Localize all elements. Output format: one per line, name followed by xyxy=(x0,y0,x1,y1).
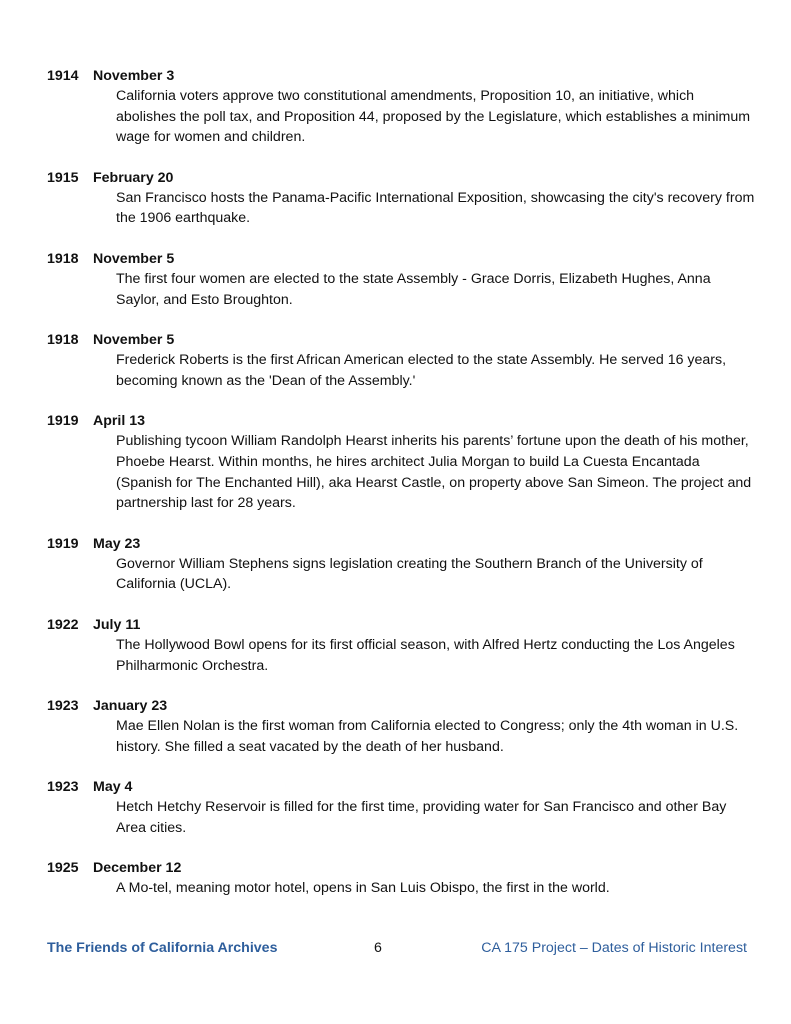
entry-year: 1915 xyxy=(47,169,79,186)
timeline-entry xyxy=(47,777,757,838)
entry-year: 1922 xyxy=(47,616,79,633)
entry-heading xyxy=(47,858,757,878)
timeline-entry xyxy=(47,168,757,229)
entry-description: The Hollywood Bowl opens for its first official season, with Alfred Hertz conducting the Los Angeles Philharmonic Orchestra. xyxy=(116,636,735,674)
entry-description: San Francisco hosts the Panama-Pacific International Exposition, showcasing the city's recovery from the 1906 earthquake. xyxy=(116,189,755,227)
entry-year: 1923 xyxy=(47,698,79,715)
entry-date: December 12 xyxy=(93,860,182,877)
timeline-entry xyxy=(47,615,757,676)
entry-year: 1918 xyxy=(47,250,79,267)
entry-heading xyxy=(47,66,757,86)
timeline-entries xyxy=(47,66,757,919)
timeline-entry xyxy=(47,249,757,310)
timeline-entry xyxy=(47,534,757,595)
entry-date: May 4 xyxy=(93,779,133,796)
entry-date: July 11 xyxy=(93,616,141,633)
timeline-entry xyxy=(47,696,757,757)
timeline-entry xyxy=(47,858,757,899)
footer-organization: The Friends of California Archives xyxy=(47,940,278,956)
entry-date: April 13 xyxy=(93,413,146,430)
entry-year: 1914 xyxy=(47,68,79,84)
entry-heading xyxy=(47,330,757,350)
entry-description: California voters approve two constitutional amendments, Proposition 10, an initiative, which abolishes the poll tax, and Proposition 44, proposed by the Legislature, which establishes a minimum wage for women and children. xyxy=(116,88,751,146)
entry-heading xyxy=(47,411,757,431)
entry-date: November 5 xyxy=(93,250,175,267)
entry-year: 1919 xyxy=(47,413,79,430)
page-footer xyxy=(47,940,747,962)
entry-description: Mae Ellen Nolan is the first woman from California elected to Congress; only the 4th woman in U.S. history. She filled a seat vacated by the death of her husband. xyxy=(116,718,739,755)
entry-date: February 20 xyxy=(93,169,174,186)
entry-date: November 3 xyxy=(93,68,175,84)
timeline-entry xyxy=(47,66,757,148)
entry-description: A Mo-tel, meaning motor hotel, opens in San Luis Obispo, the first in the world. xyxy=(116,880,610,897)
entry-heading xyxy=(47,534,757,554)
entry-description: The first four women are elected to the state Assembly - Grace Dorris, Elizabeth Hughes, Anna Saylor, and Esto Broughton. xyxy=(116,270,711,308)
entry-heading xyxy=(47,615,757,635)
entry-year: 1925 xyxy=(47,860,79,877)
page-number: 6 xyxy=(374,940,382,956)
entry-year: 1919 xyxy=(47,535,79,552)
entry-description: Publishing tycoon William Randolph Hearst inherits his parents’ fortune upon the death of his mother, Phoebe Hearst. Within months, he hires architect Julia Morgan to build La Cuesta Encantada (Spanish for The Enchanted Hill), aka Hearst Castle, on property above San Simeon. The project and partnership last for 28 years. xyxy=(116,433,752,512)
entry-description: Frederick Roberts is the first African American elected to the state Assembly. He served 16 years, becoming known as the 'Dean of the Assembly.' xyxy=(116,352,727,389)
entry-heading xyxy=(47,696,757,716)
entry-year: 1923 xyxy=(47,779,79,796)
footer-project-title: CA 175 Project – Dates of Historic Interest xyxy=(481,940,747,956)
entry-date: January 23 xyxy=(93,698,168,715)
entry-heading xyxy=(47,777,757,797)
timeline-entry xyxy=(47,411,757,513)
entry-heading xyxy=(47,168,757,188)
timeline-entry xyxy=(47,330,757,391)
entry-date: November 5 xyxy=(93,332,175,349)
entry-heading xyxy=(47,249,757,269)
entry-year: 1918 xyxy=(47,332,79,349)
entry-description: Hetch Hetchy Reservoir is filled for the first time, providing water for San Francisco and other Bay Area cities. xyxy=(116,799,727,836)
entry-date: May 23 xyxy=(93,535,141,552)
entry-description: Governor William Stephens signs legislation creating the Southern Branch of the University of California (UCLA). xyxy=(116,555,703,593)
